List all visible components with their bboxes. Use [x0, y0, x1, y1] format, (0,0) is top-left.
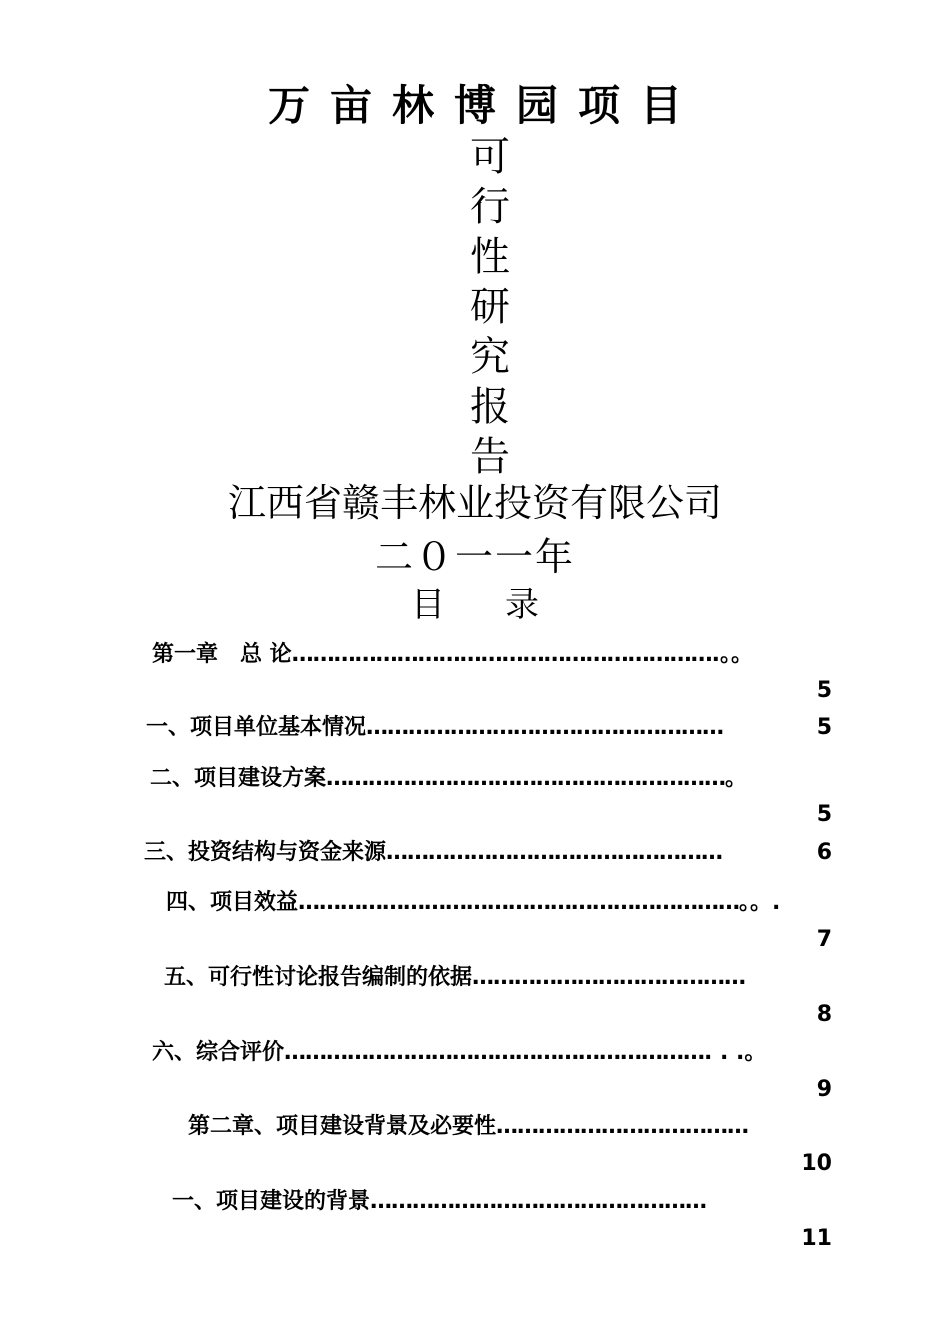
company-name: 江西省赣丰林业投资有限公司	[227, 481, 722, 525]
toc-entry-label: 六、综合评价	[152, 1040, 285, 1065]
toc-entry[interactable]	[188, 1112, 832, 1142]
toc-entry-dots: ………………………………………………………	[298, 890, 740, 915]
toc-entry-label: 四、项目效益	[166, 890, 299, 915]
toc-entry-dots: ……………………………………………………	[284, 1040, 705, 1065]
toc-heading-left: 目	[411, 585, 445, 625]
toc-entry[interactable]	[164, 963, 832, 993]
toc-entry-tail: 。。.	[739, 890, 781, 915]
toc-entry-page: 11	[801, 1226, 832, 1251]
toc-entry-label: 二、项目建设方案	[150, 766, 327, 791]
toc-entry-label: 五、可行性讨论报告编制的依据	[164, 965, 473, 990]
toc-entry-page: 7	[816, 927, 832, 952]
toc-entry-dots: ……………………………………………	[366, 715, 724, 740]
title-vertical-char: 究	[470, 334, 510, 380]
toc-entry-page: 5	[816, 678, 832, 703]
toc-entry-dots: ………………………………	[496, 1114, 749, 1139]
title-vertical-char: 告	[470, 434, 510, 480]
toc-entry-dots: …………………………………………	[386, 840, 723, 865]
toc-entry-label: 一、项目建设的背景	[172, 1189, 371, 1214]
toc-entry-page: 8	[816, 1002, 832, 1027]
document-title: 万亩林博园项目	[267, 81, 702, 130]
toc-entry[interactable]	[172, 1187, 832, 1217]
toc-entry-label: 第一章 总 论	[152, 642, 292, 667]
toc-entry-label: 第二章、项目建设背景及必要性	[188, 1114, 497, 1139]
toc-entry[interactable]	[150, 764, 832, 794]
title-vertical-char: 可	[470, 134, 510, 180]
toc-heading	[0, 580, 950, 630]
toc-entry[interactable]	[152, 1038, 832, 1068]
title-vertical-char: 行	[470, 184, 510, 230]
toc-entry-dots: …………………………………………	[370, 1189, 707, 1214]
toc-entry-page: 5	[816, 715, 832, 740]
toc-entry[interactable]	[144, 838, 816, 868]
title-vertical-char: 报	[470, 384, 510, 430]
toc-entry-page: 10	[801, 1151, 832, 1176]
document-year: 二０一一年	[374, 535, 575, 579]
toc-heading-right: 录	[505, 585, 539, 625]
toc-entry-label: 一、项目单位基本情况	[146, 715, 367, 740]
toc-entry-dots: …………………………………………………	[326, 766, 726, 791]
toc-entry-tail: .。。	[711, 642, 754, 667]
toc-entry-tail: . . .。	[704, 1040, 767, 1065]
toc-entry-dots: ……………………………………………………	[291, 642, 712, 667]
toc-entry-page: 9	[816, 1077, 832, 1102]
toc-entry[interactable]	[152, 640, 832, 670]
toc-entry[interactable]	[166, 888, 832, 918]
title-vertical-char: 性	[470, 234, 510, 280]
toc-entry-label: 三、投资结构与资金来源	[144, 840, 387, 865]
toc-entry-page: 5	[816, 802, 832, 827]
title-vertical-char: 研	[470, 284, 510, 330]
toc-entry[interactable]	[146, 713, 816, 743]
toc-entry-tail: 。	[725, 766, 748, 791]
toc-entry-dots: …………………………………	[472, 965, 746, 990]
toc-entry-page: 6	[816, 840, 832, 865]
